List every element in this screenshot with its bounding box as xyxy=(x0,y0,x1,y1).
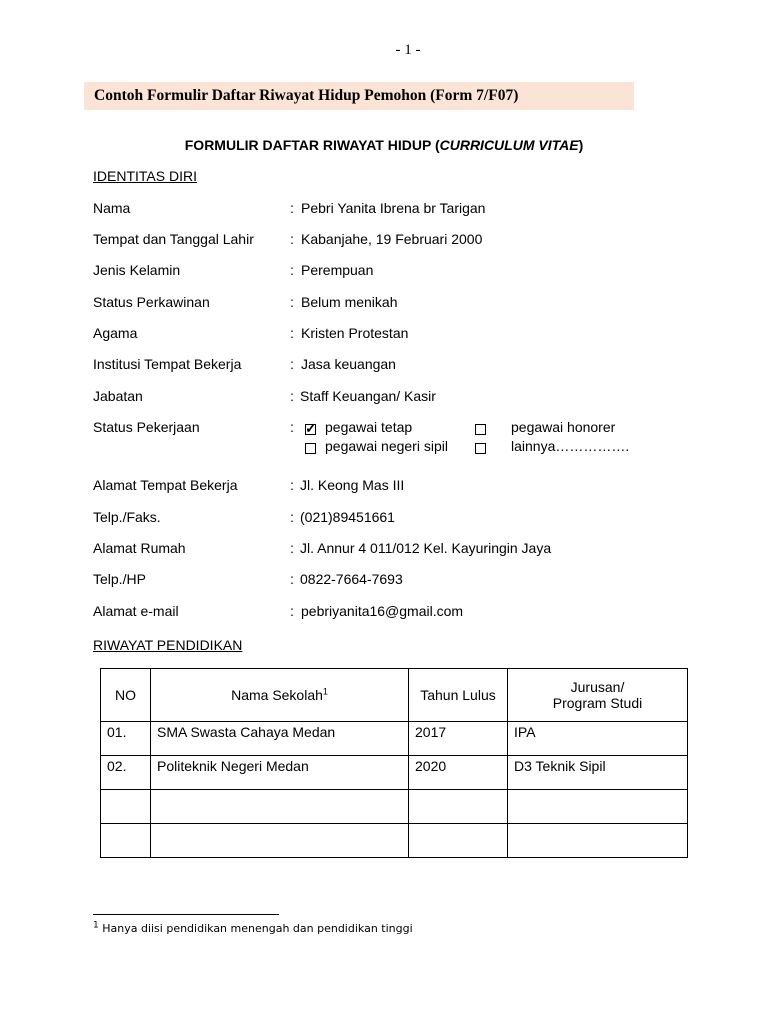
checkbox-lainnya[interactable] xyxy=(475,443,486,454)
form-title-prefix: FORMULIR DAFTAR RIWAYAT HIDUP ( xyxy=(184,137,440,153)
form-title-suffix: ) xyxy=(578,137,584,153)
education-heading: RIWAYAT PENDIDIKAN xyxy=(93,637,243,653)
table-row xyxy=(101,824,688,858)
cell-no: 02. xyxy=(101,756,151,790)
checkbox-pegawai-honorer[interactable] xyxy=(475,424,486,435)
field-label: Alamat Rumah xyxy=(93,540,186,556)
field-label: Tempat dan Tanggal Lahir xyxy=(93,231,254,247)
check-icon: ✓ xyxy=(305,420,317,436)
footnote-marker: 1 xyxy=(93,920,99,931)
banner-title: Contoh Formulir Daftar Riwayat Hidup Pemohon (Form 7/F07) xyxy=(94,87,519,104)
option-label: lainnya……………. xyxy=(511,438,630,454)
field-value: Jasa keuangan xyxy=(301,356,396,372)
banner xyxy=(84,82,634,110)
field-label: Alamat e-mail xyxy=(93,603,179,619)
header-major-line1: Jurusan/ xyxy=(570,679,625,695)
footnote-text: Hanya diisi pendidikan menengah dan pendidikan tinggi xyxy=(98,922,413,935)
field-value: pebriyanita16@gmail.com xyxy=(301,603,464,619)
field-colon: : xyxy=(290,231,294,247)
field-label: Institusi Tempat Bekerja xyxy=(93,356,242,372)
footnote-divider xyxy=(93,914,279,915)
field-colon: : xyxy=(290,325,294,341)
footnote xyxy=(93,922,413,935)
cell-school[interactable] xyxy=(151,824,409,858)
field-colon: : xyxy=(290,477,294,493)
table-row xyxy=(101,756,688,790)
field-colon: : xyxy=(290,356,294,372)
field-colon: : xyxy=(290,540,294,556)
cell-year: 2020 xyxy=(409,756,508,790)
cell-year[interactable] xyxy=(409,824,508,858)
cell-no[interactable] xyxy=(101,824,151,858)
field-label: Agama xyxy=(93,325,138,341)
field-label: Alamat Tempat Bekerja xyxy=(93,477,238,493)
form-title xyxy=(0,137,768,153)
option-label: pegawai negeri sipil xyxy=(325,438,448,454)
option-label: pegawai honorer xyxy=(511,419,616,435)
field-label: Jenis Kelamin xyxy=(93,262,181,278)
field-colon: : xyxy=(290,388,294,404)
field-value: (021)89451661 xyxy=(300,509,395,525)
field-value: Perempuan xyxy=(301,262,374,278)
page-number: - 1 - xyxy=(395,42,421,58)
cell-year[interactable] xyxy=(409,790,508,824)
field-colon: : xyxy=(290,509,294,525)
field-value: Kabanjahe, 19 Februari 2000 xyxy=(301,231,483,247)
field-value: Pebri Yanita Ibrena br Tarigan xyxy=(301,200,486,216)
field-label: Jabatan xyxy=(93,388,143,404)
checkbox-pegawai-negeri-sipil[interactable] xyxy=(305,443,316,454)
field-colon: : xyxy=(290,603,294,619)
identity-heading: IDENTITAS DIRI xyxy=(93,168,197,184)
cell-school: SMA Swasta Cahaya Medan xyxy=(151,722,409,756)
field-label: Status Perkawinan xyxy=(93,294,210,310)
cell-school[interactable] xyxy=(151,790,409,824)
table-header-row xyxy=(101,669,688,722)
option-label: pegawai tetap xyxy=(325,419,413,435)
cell-major: D3 Teknik Sipil xyxy=(508,756,688,790)
header-no: NO xyxy=(101,669,151,722)
field-value: 0822-7664-7693 xyxy=(300,571,403,587)
cell-no: 01. xyxy=(101,722,151,756)
cell-major: IPA xyxy=(508,722,688,756)
header-school xyxy=(151,669,409,722)
field-label: Status Pekerjaan xyxy=(93,419,200,435)
header-year: Tahun Lulus xyxy=(409,669,508,722)
field-colon: : xyxy=(290,571,294,587)
field-colon: : xyxy=(290,419,294,435)
field-value: Belum menikah xyxy=(301,294,398,310)
header-major xyxy=(508,669,688,722)
table-row xyxy=(101,722,688,756)
header-major-line2: Program Studi xyxy=(552,695,643,711)
field-colon: : xyxy=(290,262,294,278)
field-value: Staff Keuangan/ Kasir xyxy=(300,388,436,404)
field-value: Jl. Keong Mas III xyxy=(300,477,405,493)
footnote-marker: 1 xyxy=(322,686,328,697)
form-title-italic: CURRICULUM VITAE xyxy=(439,137,579,153)
cell-school: Politeknik Negeri Medan xyxy=(151,756,409,790)
field-label: Nama xyxy=(93,200,131,216)
cell-major[interactable] xyxy=(508,824,688,858)
field-value: Jl. Annur 4 011/012 Kel. Kayuringin Jaya xyxy=(300,540,552,556)
checkbox-pegawai-tetap[interactable] xyxy=(305,420,317,436)
field-label: Telp./Faks. xyxy=(93,509,161,525)
education-table xyxy=(100,668,688,858)
cell-no[interactable] xyxy=(101,790,151,824)
field-label: Telp./HP xyxy=(93,571,146,587)
field-value: Kristen Protestan xyxy=(301,325,409,341)
cell-year: 2017 xyxy=(409,722,508,756)
cell-major[interactable] xyxy=(508,790,688,824)
field-colon: : xyxy=(290,200,294,216)
table-row xyxy=(101,790,688,824)
header-school-label: Nama Sekolah xyxy=(231,687,323,703)
field-colon: : xyxy=(290,294,294,310)
